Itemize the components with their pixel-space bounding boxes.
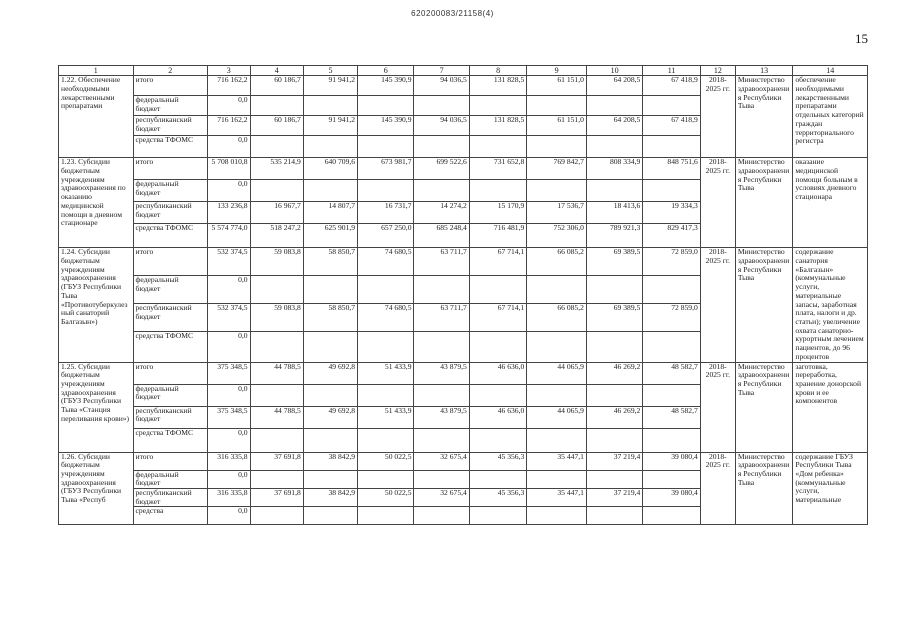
year-amount: 72 859,0 <box>643 248 700 276</box>
year-amount: 59 083,8 <box>250 248 303 276</box>
funding-source: федеральный бюджет <box>133 96 208 116</box>
year-amount: 39 080,4 <box>643 488 700 506</box>
year-amount: 37 219,4 <box>586 488 642 506</box>
year-amount: 37 219,4 <box>586 452 642 470</box>
funding-source: республиканский бюджет <box>133 304 208 332</box>
year-amount: 44 065,9 <box>527 406 587 428</box>
year-amount: 14 274,2 <box>414 202 469 224</box>
year-amount <box>469 384 526 406</box>
column-number: 10 <box>586 66 642 76</box>
total-amount: 133 236,8 <box>208 202 251 224</box>
column-number: 14 <box>793 66 868 76</box>
total-amount: 0,0 <box>208 180 251 202</box>
year-amount: 67 714,1 <box>469 304 526 332</box>
year-amount: 61 151,0 <box>527 116 587 136</box>
total-amount: 0,0 <box>208 470 251 488</box>
funding-source: итого <box>133 452 208 470</box>
total-amount: 375 348,5 <box>208 362 251 384</box>
year-amount: 91 941,2 <box>303 76 357 96</box>
period: 2018-2025 гг. <box>700 76 735 158</box>
funding-source: средства ТФОМС <box>133 136 208 158</box>
year-amount: 19 334,3 <box>643 202 700 224</box>
year-amount <box>414 276 469 304</box>
year-amount: 673 981,7 <box>358 158 414 180</box>
program-financing-table <box>58 65 868 525</box>
funding-source: федеральный бюджет <box>133 276 208 304</box>
table-row <box>59 76 868 96</box>
total-amount: 0,0 <box>208 384 251 406</box>
year-amount: 752 306,0 <box>527 224 587 248</box>
year-amount <box>250 470 303 488</box>
year-amount: 94 036,5 <box>414 76 469 96</box>
year-amount <box>303 136 357 158</box>
year-amount <box>527 384 587 406</box>
year-amount: 685 248,4 <box>414 224 469 248</box>
year-amount: 58 850,7 <box>303 304 357 332</box>
total-amount: 0,0 <box>208 332 251 362</box>
executor: Министерство здравоохранения Республики Тыва <box>735 76 792 158</box>
column-number: 5 <box>303 66 357 76</box>
year-amount: 18 413,6 <box>586 202 642 224</box>
period: 2018-2025 гг. <box>700 158 735 248</box>
year-amount: 15 170,9 <box>469 202 526 224</box>
funding-source: республиканский бюджет <box>133 406 208 428</box>
year-amount: 60 186,7 <box>250 76 303 96</box>
year-amount <box>469 180 526 202</box>
year-amount <box>358 136 414 158</box>
year-amount <box>527 96 587 116</box>
year-amount <box>303 428 357 452</box>
year-amount <box>250 276 303 304</box>
year-amount <box>643 428 700 452</box>
funding-source: федеральный бюджет <box>133 384 208 406</box>
total-amount: 316 335,8 <box>208 488 251 506</box>
year-amount: 131 828,5 <box>469 76 526 96</box>
table-row <box>59 158 868 180</box>
period: 2018-2025 гг. <box>700 452 735 525</box>
year-amount: 69 389,5 <box>586 248 642 276</box>
expected-result: обеспечение необходимыми лекарственными препаратами отдельных категорий граждан территориального регистра <box>793 76 868 158</box>
year-amount <box>586 96 642 116</box>
year-amount <box>303 96 357 116</box>
expected-result: оказание медицинской помощи больным в условиях дневного стационара <box>793 158 868 248</box>
column-number: 6 <box>358 66 414 76</box>
year-amount: 657 250,0 <box>358 224 414 248</box>
year-amount: 51 433,9 <box>358 362 414 384</box>
expected-result: заготовка, переработка, хранение донорской крови и ее компонентов <box>793 362 868 452</box>
total-amount: 316 335,8 <box>208 452 251 470</box>
year-amount <box>527 180 587 202</box>
year-amount <box>414 332 469 362</box>
year-amount: 61 151,0 <box>527 76 587 96</box>
year-amount <box>643 276 700 304</box>
column-number: 4 <box>250 66 303 76</box>
year-amount <box>586 507 642 525</box>
year-amount: 74 680,5 <box>358 304 414 332</box>
year-amount: 67 714,1 <box>469 248 526 276</box>
year-amount: 60 186,7 <box>250 116 303 136</box>
year-amount: 731 652,8 <box>469 158 526 180</box>
measure-name: 1.22. Обеспечение необходимыми лекарственными препаратами <box>59 76 134 158</box>
year-amount: 131 828,5 <box>469 116 526 136</box>
year-amount: 789 921,3 <box>586 224 642 248</box>
year-amount <box>250 384 303 406</box>
total-amount: 0,0 <box>208 136 251 158</box>
total-amount: 5 708 010,8 <box>208 158 251 180</box>
year-amount: 43 879,5 <box>414 362 469 384</box>
year-amount <box>469 470 526 488</box>
year-amount <box>469 428 526 452</box>
year-amount: 38 842,9 <box>303 488 357 506</box>
funding-source: средства ТФОМС <box>133 224 208 248</box>
year-amount <box>643 384 700 406</box>
year-amount: 94 036,5 <box>414 116 469 136</box>
year-amount <box>527 470 587 488</box>
funding-source: федеральный бюджет <box>133 470 208 488</box>
year-amount: 44 788,5 <box>250 362 303 384</box>
funding-source: республиканский бюджет <box>133 202 208 224</box>
year-amount <box>643 470 700 488</box>
year-amount <box>358 470 414 488</box>
year-amount <box>527 507 587 525</box>
year-amount: 45 356,3 <box>469 452 526 470</box>
funding-source: республиканский бюджет <box>133 488 208 506</box>
measure-name: 1.26. Субсидии бюджетным учреждениям здравоохранения (ГБУЗ Республики Тыва «Респуб <box>59 452 134 525</box>
year-amount: 50 022,5 <box>358 452 414 470</box>
funding-source: итого <box>133 158 208 180</box>
executor: Министерство здравоохранения Республики Тыва <box>735 362 792 452</box>
measure-name: 1.25. Субсидии бюджетным учреждениям здравоохранения (ГБУЗ Республики Тыва «Станция переливания крови») <box>59 362 134 452</box>
year-amount: 848 751,6 <box>643 158 700 180</box>
year-amount: 91 941,2 <box>303 116 357 136</box>
funding-source: итого <box>133 76 208 96</box>
executor: Министерство здравоохранения Республики Тыва <box>735 158 792 248</box>
year-amount <box>527 276 587 304</box>
year-amount <box>303 332 357 362</box>
year-amount: 829 417,3 <box>643 224 700 248</box>
year-amount <box>358 384 414 406</box>
column-number-row <box>59 66 868 76</box>
year-amount: 16 967,7 <box>250 202 303 224</box>
funding-source: средства ТФОМС <box>133 332 208 362</box>
year-amount: 48 582,7 <box>643 362 700 384</box>
year-amount <box>250 136 303 158</box>
year-amount: 699 522,6 <box>414 158 469 180</box>
year-amount: 66 085,2 <box>527 304 587 332</box>
year-amount <box>250 507 303 525</box>
column-number: 8 <box>469 66 526 76</box>
year-amount: 625 901,9 <box>303 224 357 248</box>
funding-source: республиканский бюджет <box>133 116 208 136</box>
year-amount: 46 636,0 <box>469 362 526 384</box>
year-amount <box>358 507 414 525</box>
funding-source: итого <box>133 248 208 276</box>
year-amount <box>527 332 587 362</box>
year-amount <box>303 384 357 406</box>
year-amount <box>643 332 700 362</box>
year-amount: 69 389,5 <box>586 304 642 332</box>
year-amount <box>414 384 469 406</box>
period: 2018-2025 гг. <box>700 362 735 452</box>
year-amount: 38 842,9 <box>303 452 357 470</box>
year-amount: 808 334,9 <box>586 158 642 180</box>
year-amount <box>586 332 642 362</box>
year-amount: 63 711,7 <box>414 248 469 276</box>
year-amount <box>469 332 526 362</box>
column-number: 2 <box>133 66 208 76</box>
year-amount <box>358 332 414 362</box>
year-amount: 518 247,2 <box>250 224 303 248</box>
year-amount <box>358 276 414 304</box>
year-amount: 14 807,7 <box>303 202 357 224</box>
year-amount: 64 208,5 <box>586 76 642 96</box>
total-amount: 716 162,2 <box>208 76 251 96</box>
column-number: 11 <box>643 66 700 76</box>
expected-result: содержание санатория «Балгазын» (коммунальные услуги, материальные запасы, заработная плата, налоги и др. статьи); увеличение охвата санаторно-курортным лечением пациентов, до 96 процентов <box>793 248 868 362</box>
year-amount: 35 447,1 <box>527 488 587 506</box>
table-row <box>59 362 868 384</box>
year-amount: 35 447,1 <box>527 452 587 470</box>
year-amount <box>586 470 642 488</box>
total-amount: 0,0 <box>208 276 251 304</box>
table-row <box>59 248 868 276</box>
year-amount <box>586 384 642 406</box>
executor: Министерство здравоохранения Республики Тыва <box>735 452 792 525</box>
funding-source: средства ТФОМС <box>133 428 208 452</box>
year-amount <box>527 428 587 452</box>
year-amount: 64 208,5 <box>586 116 642 136</box>
year-amount <box>303 507 357 525</box>
total-amount: 5 574 774,0 <box>208 224 251 248</box>
document-id: 620200083/21158(4) <box>411 9 494 18</box>
year-amount <box>414 428 469 452</box>
measure-name: 1.24. Субсидии бюджетным учреждениям здравоохранения (ГБУЗ Республики Тыва «Противотуберкулезный санаторий Балгазын») <box>59 248 134 362</box>
total-amount: 0,0 <box>208 428 251 452</box>
year-amount <box>469 507 526 525</box>
year-amount <box>414 136 469 158</box>
year-amount: 145 390,9 <box>358 116 414 136</box>
column-number: 7 <box>414 66 469 76</box>
year-amount: 32 675,4 <box>414 452 469 470</box>
year-amount: 66 085,2 <box>527 248 587 276</box>
total-amount: 716 162,2 <box>208 116 251 136</box>
year-amount: 46 636,0 <box>469 406 526 428</box>
year-amount <box>250 428 303 452</box>
year-amount <box>586 428 642 452</box>
year-amount <box>527 136 587 158</box>
year-amount <box>643 180 700 202</box>
total-amount: 375 348,5 <box>208 406 251 428</box>
funding-source: средства <box>133 507 208 525</box>
year-amount: 46 269,2 <box>586 362 642 384</box>
year-amount <box>414 180 469 202</box>
year-amount: 51 433,9 <box>358 406 414 428</box>
year-amount: 49 692,8 <box>303 406 357 428</box>
funding-source: итого <box>133 362 208 384</box>
year-amount: 72 859,0 <box>643 304 700 332</box>
year-amount: 716 481,9 <box>469 224 526 248</box>
total-amount: 532 374,5 <box>208 248 251 276</box>
table-row <box>59 452 868 470</box>
total-amount: 0,0 <box>208 507 251 525</box>
year-amount: 39 080,4 <box>643 452 700 470</box>
year-amount <box>414 470 469 488</box>
year-amount: 17 536,7 <box>527 202 587 224</box>
total-amount: 532 374,5 <box>208 304 251 332</box>
year-amount <box>469 96 526 116</box>
year-amount: 44 065,9 <box>527 362 587 384</box>
year-amount: 16 731,7 <box>358 202 414 224</box>
expected-result: содержание ГБУЗ Республики Тыва «Дом ребенка» (коммунальные услуги, материальные <box>793 452 868 525</box>
year-amount <box>469 136 526 158</box>
year-amount <box>586 276 642 304</box>
measure-name: 1.23. Субсидии бюджетным учреждениям здравоохранения по оказанию медицинской помощи в дневном стационаре <box>59 158 134 248</box>
year-amount <box>414 96 469 116</box>
year-amount: 37 691,8 <box>250 452 303 470</box>
year-amount: 535 214,9 <box>250 158 303 180</box>
period: 2018-2025 гг. <box>700 248 735 362</box>
year-amount <box>250 96 303 116</box>
column-number: 3 <box>208 66 251 76</box>
year-amount <box>358 96 414 116</box>
page-number: 15 <box>855 31 868 46</box>
year-amount <box>469 276 526 304</box>
year-amount: 145 390,9 <box>358 76 414 96</box>
funding-source: федеральный бюджет <box>133 180 208 202</box>
year-amount: 640 709,6 <box>303 158 357 180</box>
year-amount: 48 582,7 <box>643 406 700 428</box>
year-amount <box>303 180 357 202</box>
year-amount <box>586 136 642 158</box>
column-number: 1 <box>59 66 134 76</box>
year-amount: 32 675,4 <box>414 488 469 506</box>
year-amount <box>303 470 357 488</box>
year-amount <box>414 507 469 525</box>
year-amount: 50 022,5 <box>358 488 414 506</box>
executor: Министерство здравоохранения Республики Тыва <box>735 248 792 362</box>
year-amount: 49 692,8 <box>303 362 357 384</box>
year-amount: 67 418,9 <box>643 116 700 136</box>
year-amount: 63 711,7 <box>414 304 469 332</box>
year-amount: 44 788,5 <box>250 406 303 428</box>
column-number: 12 <box>700 66 735 76</box>
year-amount <box>643 136 700 158</box>
year-amount: 74 680,5 <box>358 248 414 276</box>
year-amount <box>303 276 357 304</box>
year-amount: 67 418,9 <box>643 76 700 96</box>
year-amount: 37 691,8 <box>250 488 303 506</box>
column-number: 13 <box>735 66 792 76</box>
year-amount <box>643 96 700 116</box>
year-amount <box>358 428 414 452</box>
year-amount: 769 842,7 <box>527 158 587 180</box>
year-amount: 58 850,7 <box>303 248 357 276</box>
year-amount <box>643 507 700 525</box>
year-amount <box>250 332 303 362</box>
year-amount <box>586 180 642 202</box>
year-amount: 43 879,5 <box>414 406 469 428</box>
year-amount <box>358 180 414 202</box>
year-amount: 46 269,2 <box>586 406 642 428</box>
year-amount: 59 083,8 <box>250 304 303 332</box>
year-amount: 45 356,3 <box>469 488 526 506</box>
year-amount <box>250 180 303 202</box>
total-amount: 0,0 <box>208 96 251 116</box>
column-number: 9 <box>527 66 587 76</box>
